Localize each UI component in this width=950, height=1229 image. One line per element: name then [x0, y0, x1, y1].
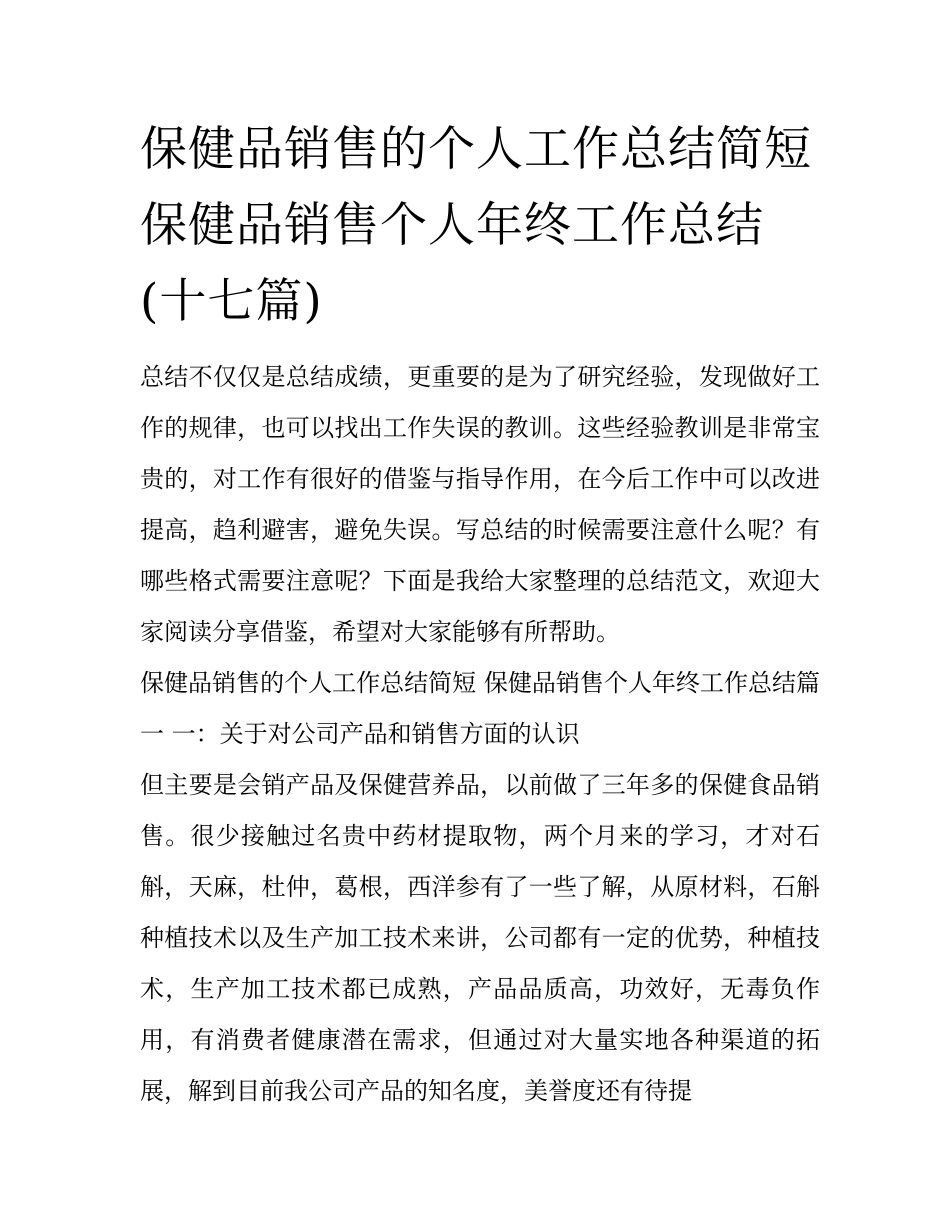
document-body	[140, 352, 820, 1117]
section-heading-paragraph: 保健品销售的个人工作总结简短 保健品销售个人年终工作总结篇一 一：关于对公司产品和销售方面的认识	[140, 669, 820, 748]
document-content	[140, 112, 820, 1117]
product-paragraph: 但主要是会销产品及保健营养品，以前做了三年多的保健食品销售。很少接触过名贵中药材提取物，两个月来的学习，才对石斛，天麻，杜仲，葛根，西洋参有了一些了解，从原材料，石斛种植技术以及生产加工技术来讲，公司都有一定的优势，种植技术，生产加工技术都已成熟，产品品质高，功效好，无毒负作用，有消费者健康潜在需求，但通过对大量实地各种渠道的拓展，解到目前我公司产品的知名度，美誉度还有待提	[140, 771, 820, 1105]
intro-paragraph: 总结不仅仅是总结成绩，更重要的是为了研究经验，发现做好工作的规律，也可以找出工作失误的教训。这些经验教训是非常宝贵的，对工作有很好的借鉴与指导作用，在今后工作中可以改进提高，趋利避害，避免失误。写总结的时候需要注意什么呢？有哪些格式需要注意呢？下面是我给大家整理的总结范文，欢迎大家阅读分享借鉴，希望对大家能够有所帮助。	[140, 363, 820, 646]
document-title: 保健品销售的个人工作总结简短 保健品销售个人年终工作总结(十七篇)	[140, 122, 812, 329]
